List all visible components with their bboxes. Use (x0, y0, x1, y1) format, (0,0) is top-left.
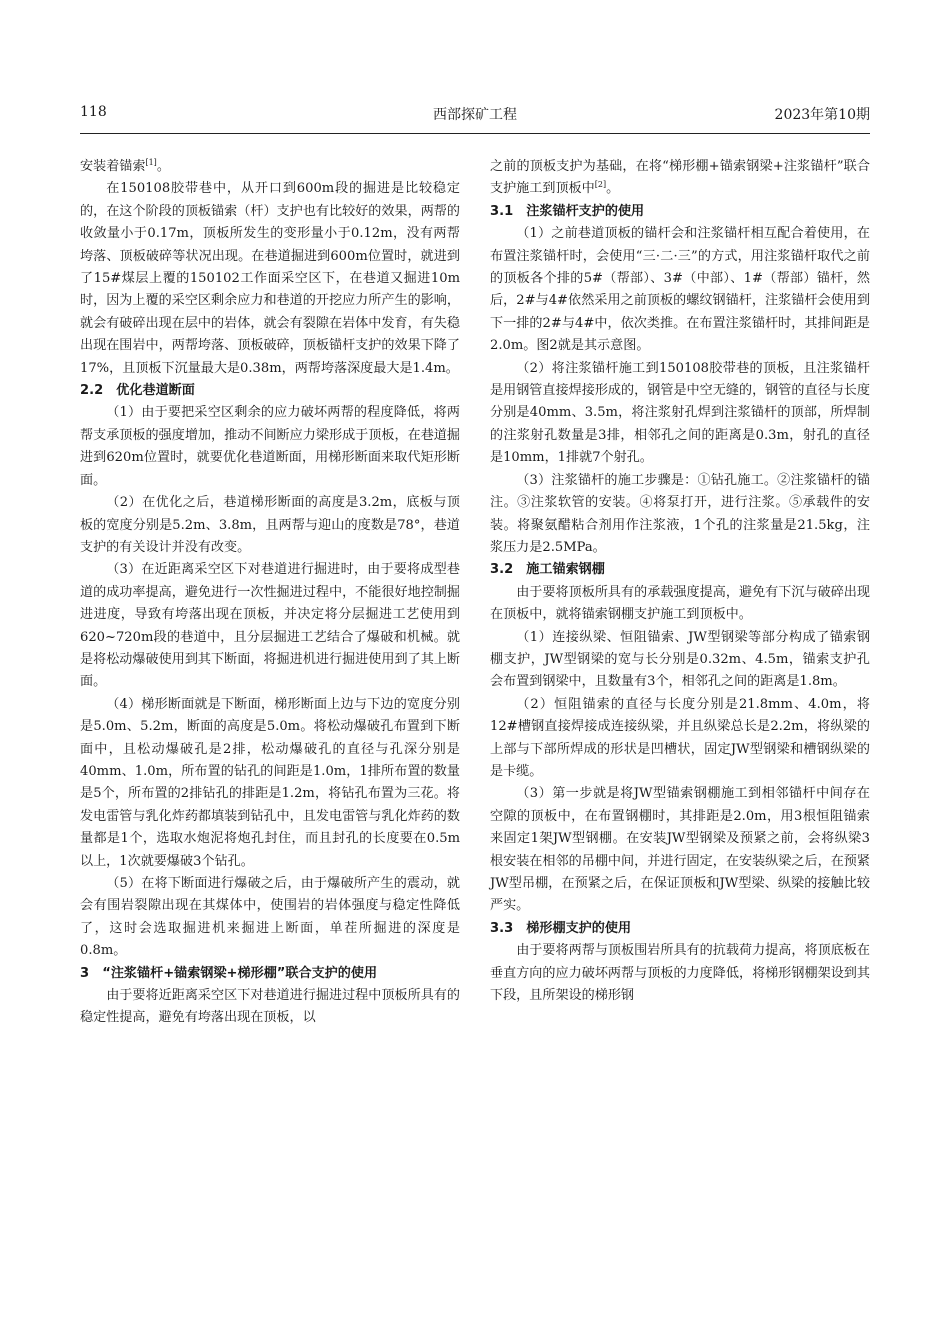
header-rule (80, 133, 870, 134)
paragraph: （4）梯形断面就是下断面，梯形断面上边与下边的宽度分别是5.0m、5.2m，断面的高度是5.0m。将松动爆破孔布置到下断面中，且松动爆破孔是2排，松动爆破孔的直径与孔深分别是40mm、1.0m，所布置的钻孔的间距是1.0m，1排所布置的数量是5个，所布置的2排钻孔的排距是1.2m，将钻孔布置为三花。将发电雷管与乳化炸药都填装到钻孔中，且发电雷管与乳化炸药的数量都是1个，选取水炮泥将炮孔封住，而且封孔的长度要在0.5m以上，1次就要爆破3个钻孔。 (80, 696, 460, 869)
section-heading-3-1: 3.1 注浆锚杆支护的使用 (490, 203, 645, 219)
section-heading-2-2: 2.2 优化巷道断面 (80, 383, 195, 399)
left-column (80, 156, 460, 1030)
paragraph: 之前的顶板支护为基础，在将“梯形棚+锚索钢梁+注浆锚杆”联合支护施工到顶板中[2]。 (490, 159, 870, 197)
paragraph: （1）连接纵梁、恒阻锚索、JW型钢梁等部分构成了锚索钢棚支护，JW型钢梁的宽与长分别是0.32m、4.5m，锚索支护孔会布置到钢梁中，且数量有3个，相邻孔之间的距离是1.8m。 (490, 629, 870, 690)
citation-ref: [2] (594, 180, 607, 190)
paragraph: （3）第一步就是将JW型锚索钢棚施工到相邻锚杆中间存在空隙的顶板中，在布置钢棚时，其排距是2.0m，用3根恒阻锚索来固定1架JW型钢棚。在安装JW型钢梁及预紧之前，会将纵梁3根安装在相邻的吊棚中间，并进行固定，在安装纵梁之后，在预紧JW型吊棚，在预紧之后，在保证顶板和JW型梁、纵梁的接触比较严实。 (490, 786, 870, 914)
journal-title: 西部探矿工程 (433, 107, 517, 123)
page-number: 118 (80, 104, 107, 120)
paragraph: （2）将注浆锚杆施工到150108胶带巷的顶板，且注浆锚杆是用钢管直接焊接形成的，钢管是中空无缝的，钢管的直径与长度分别是40mm、3.5m，将注浆射孔焊到注浆锚杆的顶部，所焊制的注浆射孔数量是3排，相邻孔之间的距离是0.3m，射孔的直径是10mm，1排就7个射孔。 (490, 360, 870, 466)
section-heading-3-3: 3.3 梯形棚支护的使用 (490, 920, 632, 936)
citation-ref: [1] (145, 158, 157, 167)
right-column (490, 156, 870, 1007)
paragraph: （2）在优化之后，巷道梯形断面的高度是3.2m，底板与顶板的宽度分别是5.2m、3.8m，且两帮与迎山的度数是78°，巷道支护的有关设计并没有改变。 (80, 495, 460, 555)
paragraph: （1）之前巷道顶板的锚杆会和注浆锚杆相互配合着使用，在布置注浆锚杆时，会使用“三·二·三”的方式，用注浆锚杆取代之前的顶板各个排的5#（帮部）、3#（中部）、1#（帮部）锚杆，然后，2#与4#依然采用之前顶板的螺纹钢锚杆，注浆锚杆会使用到下一排的2#与4#中，依次类推。在布置注浆锚杆时，其排间距是2.0m。图2就是其示意图。 (490, 226, 870, 354)
paragraph: （5）在将下断面进行爆破之后，由于爆破所产生的震动，就会有围岩裂隙出现在其煤体中，使围岩的岩体强度与稳定性降低了，这时会选取掘进机来掘进上断面，单茬所掘进的深度是0.8m。 (80, 876, 460, 959)
paragraph: 安装着锚索[1]。 (80, 158, 170, 174)
section-heading-3: 3 “注浆锚杆+锚索钢梁+梯形棚”联合支护的使用 (80, 965, 378, 981)
page-header (80, 104, 870, 128)
section-heading-3-2: 3.2 施工锚索钢棚 (490, 562, 605, 578)
paragraph: 由于要将近距离采空区下对巷道进行掘进过程中顶板所具有的稳定性提高，避免有垮落出现在顶板，以 (80, 988, 460, 1026)
paragraph: （1）由于要把采空区剩余的应力破坏两帮的程度降低，将两帮支承顶板的强度增加，推动不间断应力梁形成于顶板，在巷道掘进到620m位置时，就要优化巷道断面，用梯形断面来取代矩形断面。 (80, 405, 460, 488)
paragraph: （2）恒阻锚索的直径与长度分别是21.8mm、4.0m，将12#槽钢直接焊接成连接纵梁，并且纵梁总长是2.2m，将纵梁的上部与下部所焊成的形状是凹槽状，固定JW型钢梁和槽钢纵梁的是卡缆。 (490, 696, 870, 779)
issue-label: 2023年第10期 (774, 107, 870, 123)
paragraph: （3）在近距离采空区下对巷道进行掘进时，由于要将成型巷道的成功率提高，避免进行一次性掘进过程中，不能很好地控制掘进进度，导致有垮落出现在顶板，并决定将分层掘进工艺使用到620~720m段的巷道中，且分层掘进工艺结合了爆破和机械。就是将松动爆破使用到其下断面，将掘进机进行掘进使用到了其上断面。 (80, 562, 460, 690)
paragraph: （3）注浆锚杆的施工步骤是：①钻孔施工。②注浆锚杆的锚注。③注浆软管的安装。④将泵打开，进行注浆。⑤承载件的安装。将聚氨醋粘合剂用作注浆液，1个孔的注浆量是21.5kg，注浆压力是2.5MPa。 (490, 472, 870, 555)
paragraph: 在150108胶带巷中，从开口到600m段的掘进是比较稳定的，在这个阶段的顶板锚索（杆）支护也有比较好的效果，两帮的收敛量小于0.17m，顶板所发生的变形量小于0.12m，没有两帮垮落、顶板破碎等状况出现。在巷道掘进到600m位置时，就进到了15#煤层上覆的150102工作面采空区下，在巷道又掘进10m时，因为上覆的采空区剩余应力和巷道的开挖应力所产生的影响，就会有破碎出现在层中的岩体，就会有裂隙在岩体中发育，有失稳出现在围岩中，两帮垮落、顶板破碎，顶板锚杆支护的效果下降了17%，且顶板下沉量最大是0.38m，两帮垮落深度最大是1.4m。 (80, 181, 460, 376)
paragraph: 由于要将两帮与顶板围岩所具有的抗载荷力提高，将顶底板在垂直方向的应力破坏两帮与顶板的力度降低，将梯形钢棚架设到其下段，且所架设的梯形钢 (490, 943, 870, 1004)
paragraph: 由于要将顶板所具有的承载强度提高，避免有下沉与破碎出现在顶板中，就将锚索钢棚支护施工到顶板中。 (490, 584, 870, 623)
